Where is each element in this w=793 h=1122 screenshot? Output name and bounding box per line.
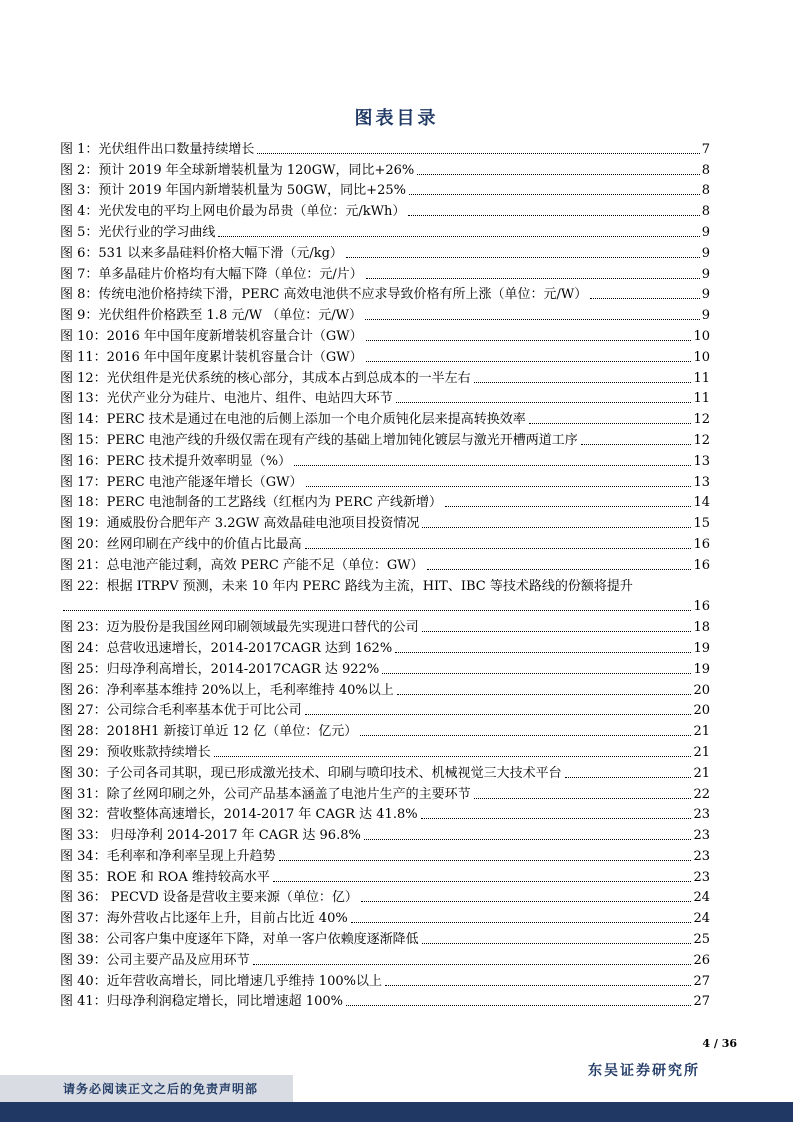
- toc-entry-page: 9: [701, 308, 710, 324]
- toc-entry-page: 11: [693, 370, 710, 386]
- toc-entry[interactable]: [60, 574, 710, 595]
- toc-leader-dots: [306, 486, 692, 487]
- toc-entry-label: 图 36： PECVD 设备是营收主要来源（单位：亿）: [60, 890, 358, 906]
- toc-entry-page: 9: [701, 245, 710, 261]
- toc-entry-label: 图 29：预收账款持续增长: [60, 744, 211, 760]
- toc-entry-label: 图 22：根据 ITRPV 预测，未来 10 年内 PERC 路线为主流，HIT、IBC 等技术路线的份额将提升: [60, 578, 633, 594]
- toc-leader-dots: [422, 527, 691, 528]
- toc-entry-page: 24: [693, 911, 710, 927]
- toc-entry[interactable]: [60, 636, 710, 657]
- toc-entry-label: 图 41：归母净利润稳定增长，同比增速超 100%: [60, 994, 343, 1010]
- toc-entry-page: 20: [693, 682, 710, 698]
- toc-entry-page: 27: [693, 994, 710, 1010]
- toc-entry-page: 15: [693, 516, 710, 532]
- toc-leader-dots: [427, 569, 692, 570]
- toc-leader-dots: [565, 777, 692, 778]
- toc-entry[interactable]: [60, 137, 710, 158]
- toc-entry[interactable]: [60, 511, 710, 532]
- toc-entry-page: 24: [693, 890, 710, 906]
- toc-entry[interactable]: [60, 678, 710, 699]
- figure-toc-list: [60, 137, 710, 1010]
- toc-leader-dots: [474, 798, 692, 799]
- toc-entry-page: 23: [693, 828, 710, 844]
- toc-leader-dots: [474, 382, 692, 383]
- toc-entry[interactable]: [60, 865, 710, 886]
- toc-entry-page: 8: [701, 162, 710, 178]
- toc-entry-label: 图 25：归母净利高增长，2014-2017CAGR 达 922%: [60, 661, 380, 677]
- toc-entry-label: 图 21：总电池产能过剩，高效 PERC 产能不足（单位：GW）: [60, 557, 424, 573]
- toc-entry[interactable]: [60, 532, 710, 553]
- toc-entry-page: 26: [693, 952, 710, 968]
- toc-entry[interactable]: [60, 241, 710, 262]
- toc-entry-page: 25: [693, 932, 710, 948]
- toc-entry-label: 图 37：海外营收占比逐年上升，目前占比近 40%: [60, 911, 348, 927]
- toc-entry-label: 图 1：光伏组件出口数量持续增长: [60, 141, 255, 157]
- toc-entry-label: 图 34：毛利率和净利率呈现上升趋势: [60, 848, 276, 864]
- toc-leader-dots: [273, 881, 692, 882]
- toc-entry[interactable]: [60, 782, 710, 803]
- toc-title: 图表目录: [354, 108, 439, 129]
- toc-entry-label: 图 31：除了丝网印刷之外，公司产品基本涵盖了电池片生产的主要环节: [60, 786, 471, 802]
- toc-entry-page: 9: [701, 266, 710, 282]
- toc-entry[interactable]: [60, 262, 710, 283]
- toc-entry-label: 图 33： 归母净利 2014-2017 年 CAGR 达 96.8%: [60, 828, 361, 844]
- toc-entry-label: 图 30：子公司各司其职，现已形成激光技术、印刷与喷印技术、机械视觉三大技术平台: [60, 765, 562, 781]
- toc-leader-dots: [395, 652, 691, 653]
- toc-entry[interactable]: [60, 199, 710, 220]
- toc-entry[interactable]: [60, 699, 710, 720]
- toc-entry[interactable]: [60, 179, 710, 200]
- toc-entry-page: 21: [693, 765, 710, 781]
- toc-entry-label: 图 39：公司主要产品及应用环节: [60, 952, 250, 968]
- toc-leader-dots: [360, 735, 691, 736]
- toc-entry-label: 图 2：预计 2019 年全球新增装机量为 120GW，同比+26%: [60, 162, 415, 178]
- toc-entry-label: 图 10：2016 年中国年度新增装机容量合计（GW）: [60, 328, 363, 344]
- toc-entry-page: 10: [693, 349, 710, 365]
- toc-entry-label: 图 5：光伏行业的学习曲线: [60, 224, 216, 240]
- disclaimer-text: 请务必阅读正文之后的免责声明部: [63, 1082, 259, 1096]
- toc-leader-dots: [214, 756, 692, 757]
- toc-entry-page: 11: [693, 391, 710, 407]
- toc-entry-label: 图 23：迈为股份是我国丝网印刷领域最先实现进口替代的公司: [60, 620, 419, 636]
- toc-leader-dots: [366, 361, 692, 362]
- toc-entry-page: 12: [693, 412, 710, 428]
- toc-entry-page: 18: [693, 620, 710, 636]
- toc-entry-label: 图 9：光伏组件价格跌至 1.8 元/W （单位：元/W）: [60, 308, 362, 324]
- toc-entry[interactable]: [60, 927, 710, 948]
- toc-entry-page: 27: [693, 973, 710, 989]
- toc-entry-label: 图 14：PERC 技术是通过在电池的后侧上添加一个电介质钝化层来提高转换效率: [60, 412, 526, 428]
- toc-leader-dots: [421, 818, 692, 819]
- toc-entry-page: 9: [701, 224, 710, 240]
- toc-leader-dots: [365, 319, 700, 320]
- toc-leader-dots: [422, 631, 692, 632]
- toc-entry[interactable]: [60, 366, 710, 387]
- toc-entry-label: 图 38：公司客户集中度逐年下降，对单一客户依赖度逐渐降低: [60, 932, 419, 948]
- toc-leader-dots: [63, 610, 691, 611]
- toc-entry-page: 19: [693, 640, 710, 656]
- toc-entry-page: 13: [693, 453, 710, 469]
- toc-entry-label: 图 17：PERC 电池产能逐年增长（GW）: [60, 474, 303, 490]
- toc-entry-label: 图 13：光伏产业分为硅片、电池片、组件、电站四大环节: [60, 391, 393, 407]
- toc-entry-page: 16: [693, 536, 710, 552]
- toc-entry[interactable]: [60, 990, 710, 1011]
- toc-entry[interactable]: [60, 844, 710, 865]
- toc-entry-label: 图 16：PERC 技术提升效率明显（%）: [60, 453, 292, 469]
- toc-entry[interactable]: [60, 553, 710, 574]
- toc-entry-label: 图 3：预计 2019 年国内新增装机量为 50GW，同比+25%: [60, 183, 406, 199]
- toc-leader-dots: [422, 943, 692, 944]
- toc-entry-label: 图 20：丝网印刷在产线中的价值占比最高: [60, 536, 302, 552]
- toc-entry-label: 图 32：营收整体高速增长，2014-2017 年 CAGR 达 41.8%: [60, 807, 418, 823]
- toc-entry[interactable]: [60, 491, 710, 512]
- toc-leader-dots: [294, 465, 691, 466]
- toc-leader-dots: [409, 194, 700, 195]
- toc-entry[interactable]: [60, 283, 710, 304]
- toc-entry-label: 图 8：传统电池价格持续下滑，PERC 高效电池供不应求导致价格有所上涨（单位：元/W）: [60, 287, 588, 303]
- toc-entry-page: 13: [693, 474, 710, 490]
- toc-entry-page: 23: [693, 848, 710, 864]
- toc-leader-dots: [397, 694, 692, 695]
- toc-entry[interactable]: [60, 407, 710, 428]
- toc-entry[interactable]: [60, 345, 710, 366]
- toc-entry-label: 图 35：ROE 和 ROA 维持较高水平: [60, 869, 270, 885]
- toc-entry-page: 10: [693, 328, 710, 344]
- toc-leader-dots: [361, 901, 692, 902]
- toc-leader-dots: [218, 236, 699, 237]
- toc-entry-label: 图 4：光伏发电的平均上网电价最为昂贵（单位：元/kWh）: [60, 204, 406, 220]
- footer-bar: [0, 1102, 793, 1122]
- toc-entry[interactable]: [60, 761, 710, 782]
- toc-entry-page: 12: [693, 432, 710, 448]
- toc-leader-dots: [279, 860, 692, 861]
- toc-leader-dots: [529, 423, 692, 424]
- toc-entry[interactable]: [60, 449, 710, 470]
- toc-leader-dots: [382, 673, 691, 674]
- toc-entry[interactable]: [60, 324, 710, 345]
- toc-entry[interactable]: [60, 470, 710, 491]
- toc-entry-label: 图 24：总营收迅速增长，2014-2017CAGR 达到 162%: [60, 640, 393, 656]
- toc-entry-label: 图 12：光伏组件是光伏系统的核心部分，其成本占到总成本的一半左右: [60, 370, 471, 386]
- toc-entry-label: 图 6：531 以来多晶硅料价格大幅下滑（元/kg）: [60, 245, 343, 261]
- toc-entry-label: 图 40：近年营收高增长，同比增速几乎维持 100%以上: [60, 973, 382, 989]
- toc-entry[interactable]: [60, 948, 710, 969]
- toc-entry-label: 图 11：2016 年中国年度累计装机容量合计（GW）: [60, 349, 363, 365]
- toc-entry[interactable]: [60, 158, 710, 179]
- toc-leader-dots: [305, 714, 692, 715]
- toc-entry-page: 7: [701, 141, 710, 157]
- page-number: 4 / 36: [702, 1037, 737, 1050]
- toc-entry-label: 图 18：PERC 电池制备的工艺路线（红框内为 PERC 产线新增）: [60, 495, 443, 511]
- toc-leader-dots: [590, 298, 699, 299]
- toc-entry[interactable]: [60, 615, 710, 636]
- toc-entry-label: 图 19：通威股份合肥年产 3.2GW 高效晶硅电池项目投资情况: [60, 516, 420, 532]
- toc-leader-dots: [305, 548, 692, 549]
- toc-entry-page: 8: [701, 183, 710, 199]
- toc-entry[interactable]: [60, 220, 710, 241]
- toc-entry[interactable]: [60, 823, 710, 844]
- toc-entry[interactable]: [60, 906, 710, 927]
- toc-entry[interactable]: [60, 303, 710, 324]
- toc-leader-dots: [364, 839, 692, 840]
- toc-entry-page: 23: [693, 869, 710, 885]
- toc-leader-dots: [366, 278, 700, 279]
- toc-leader-dots: [385, 985, 691, 986]
- toc-entry-page: 22: [693, 786, 710, 802]
- toc-entry-page: 9: [701, 287, 710, 303]
- toc-entry-label: 图 26：净利率基本维持 20%以上，毛利率维持 40%以上: [60, 682, 394, 698]
- toc-entry[interactable]: [60, 657, 710, 678]
- toc-leader-dots: [408, 215, 699, 216]
- toc-entry-label: 图 7：单多晶硅片价格均有大幅下降（单位：元/片）: [60, 266, 363, 282]
- toc-entry[interactable]: [60, 387, 710, 408]
- toc-entry-page: 19: [693, 661, 710, 677]
- institute-name: 东吴证券研究所: [588, 1063, 700, 1079]
- toc-leader-dots: [396, 402, 692, 403]
- toc-entry-page: 8: [701, 204, 710, 220]
- toc-leader-dots: [257, 153, 699, 154]
- toc-leader-dots: [417, 174, 699, 175]
- toc-entry[interactable]: [60, 803, 710, 824]
- toc-leader-dots: [351, 922, 692, 923]
- toc-entry-label: 图 27：公司综合毛利率基本优于可比公司: [60, 703, 302, 719]
- toc-entry[interactable]: [60, 969, 710, 990]
- toc-entry-page: 16: [693, 557, 710, 573]
- toc-entry[interactable]: [60, 719, 710, 740]
- toc-leader-dots: [346, 1005, 691, 1006]
- toc-entry-label: 图 15：PERC 电池产线的升级仅需在现有产线的基础上增加钝化镀层与激光开槽两道工序: [60, 432, 578, 448]
- toc-entry-label: 图 28：2018H1 新接订单近 12 亿（单位：亿元）: [60, 724, 358, 740]
- toc-entry[interactable]: [60, 428, 710, 449]
- toc-leader-dots: [581, 444, 692, 445]
- toc-entry[interactable]: [60, 740, 710, 761]
- toc-entry-page: 21: [693, 744, 710, 760]
- toc-entry[interactable]: [60, 595, 710, 616]
- toc-entry[interactable]: [60, 886, 710, 907]
- toc-leader-dots: [366, 340, 692, 341]
- toc-entry-page: 14: [693, 495, 710, 511]
- toc-entry-page: 23: [693, 807, 710, 823]
- toc-leader-dots: [346, 257, 700, 258]
- toc-leader-dots: [445, 506, 691, 507]
- toc-entry-page: 21: [693, 724, 710, 740]
- toc-entry-page: 16: [693, 599, 710, 615]
- toc-entry-page: 20: [693, 703, 710, 719]
- toc-leader-dots: [253, 964, 692, 965]
